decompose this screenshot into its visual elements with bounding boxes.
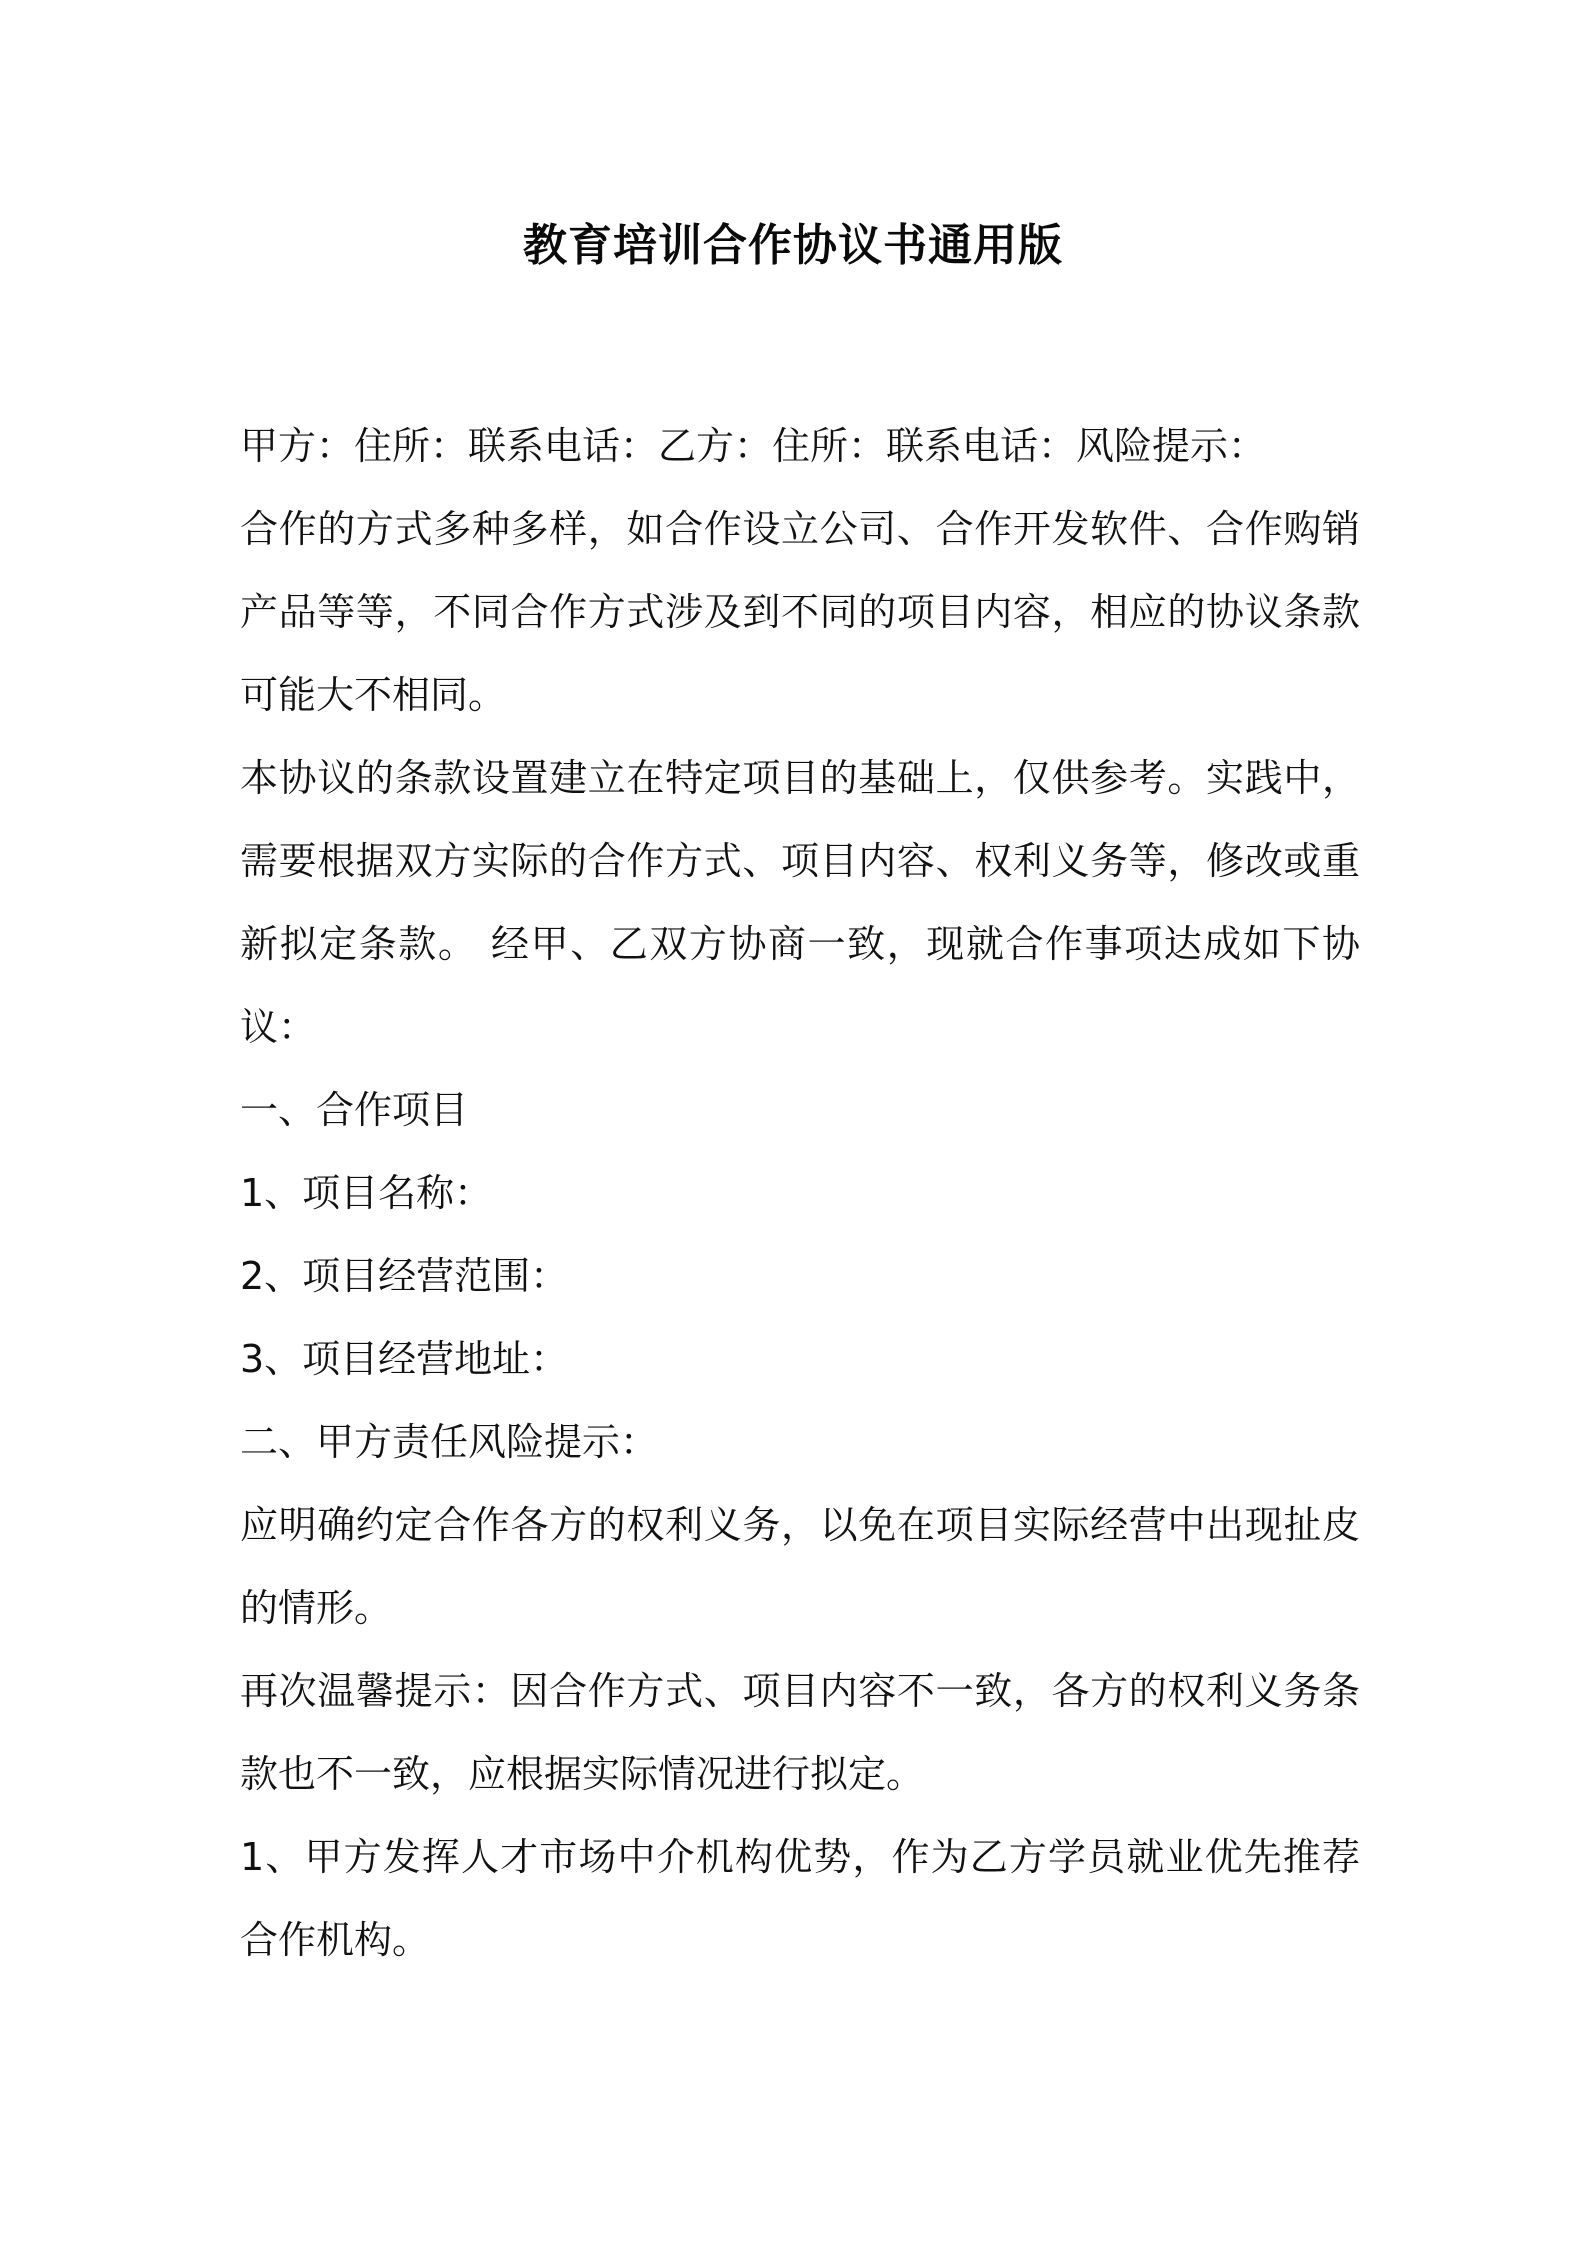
section-heading-party-a-risk: 二、甲方责任风险提示： — [240, 1420, 659, 1464]
reminder-paragraph: 再次温馨提示：因合作方式、项目内容不一致，各方的权利义务条款也不一致，应根据实际情况进行拟定。 — [240, 1669, 1360, 1796]
parties-line: 甲方：住所：联系电话：乙方：住所：联系电话：风险提示： — [240, 424, 1267, 468]
section-heading-cooperation-project: 一、合作项目 — [240, 1088, 469, 1132]
clause-1-paragraph: 1、甲方发挥人才市场中介机构优势，作为乙方学员就业优先推荐合作机构。 — [240, 1835, 1360, 1962]
document-title: 教育培训合作协议书通用版 — [523, 220, 1063, 271]
preamble-paragraph: 本协议的条款设置建立在特定项目的基础上，仅供参考。实践中，需要根据双方实际的合作方式、项目内容、权利义务等，修改或重新拟定条款。 经甲、乙双方协商一致，现就合作事项达成如下协议： — [240, 756, 1360, 1049]
item-project-name: 1、项目名称： — [240, 1171, 493, 1215]
item-project-scope: 2、项目经营范围： — [240, 1254, 569, 1298]
obligations-paragraph: 应明确约定合作各方的权利义务，以免在项目实际经营中出现扯皮的情形。 — [240, 1503, 1360, 1630]
document-body — [240, 405, 1360, 1982]
risk-note-paragraph: 合作的方式多种多样，如合作设立公司、合作开发软件、合作购销产品等等，不同合作方式涉及到不同的项目内容，相应的协议条款可能大不相同。 — [240, 507, 1360, 717]
item-project-address: 3、项目经营地址： — [240, 1337, 569, 1381]
